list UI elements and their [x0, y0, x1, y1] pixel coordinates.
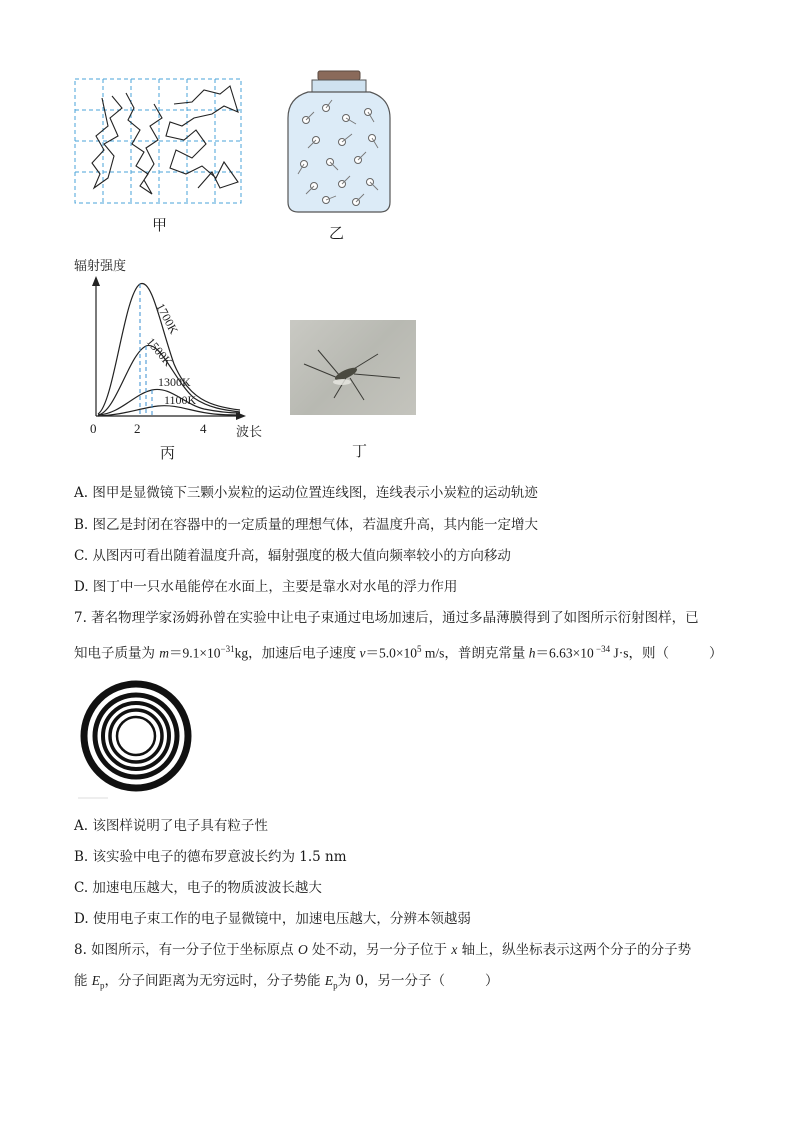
label-1100K: 1100K	[164, 393, 197, 407]
q7-option-d: D. 使用电子束工作的电子显微镜中，加速电压越大，分辨本领越弱	[74, 911, 471, 927]
q8-stem-line1: 8. 如图所示，有一分子位于坐标原点 O 处不动，另一分子位于 x 轴上，纵坐标表示这两个分子的分子势	[74, 942, 692, 958]
figure-ding-caption: 丁	[352, 442, 368, 460]
bing-xlabel: 波长	[236, 425, 263, 440]
bing-ylabel: 辐射强度	[74, 259, 127, 274]
tick-4: 4	[200, 421, 207, 436]
q8-stem-line2: 能 $E_p$，分子间距离为无穷远时，分子势能 $E_p$为 0，另一分子（ ）	[74, 973, 499, 991]
q7-option-a: A. 该图样说明了电子具有粒子性	[74, 818, 268, 834]
tick-2: 2	[134, 421, 141, 436]
q7-stem-line1: 7. 著名物理学家汤姆孙曾在实验中让电子束通过电场加速后，通过多晶薄膜得到了如图所示衍射图样，已	[74, 610, 699, 626]
figure-bing-caption: 丙	[160, 444, 176, 462]
q6-option-a: A. 图甲是显微镜下三颗小炭粒的运动位置连线图，连线表示小炭粒的运动轨迹	[74, 485, 538, 501]
curve-1100K	[98, 406, 240, 416]
figure-ding-photo	[290, 320, 416, 415]
figure-diffraction-rings	[78, 676, 200, 800]
figure-jia-brownian	[74, 78, 244, 206]
q7-option-b: B. 该实验中电子的德布罗意波长约为 1.5 nm	[74, 849, 347, 865]
label-1300K: 1300K	[158, 375, 191, 389]
figure-jia-caption: 甲	[152, 216, 168, 234]
label-1500K: 1500K	[143, 334, 176, 369]
q7-option-c: C. 加速电压越大，电子的物质波波长越大	[74, 880, 322, 896]
figure-yi-caption: 乙	[329, 224, 345, 242]
q7-stem-line2: 知电子质量为 $m=9.1\times 10^{-31}kg$，加速后电子速度 $v=5.0\times 10^5$ m/s，普朗克常量 h＝6.63×10 $^{-34}$ J·s，则（ ）	[74, 644, 723, 662]
figure-yi-gas-jar	[286, 68, 392, 216]
q6-option-d: D. 图丁中一只水黾能停在水面上，主要是靠水对水黾的浮力作用	[74, 579, 458, 595]
label-1700K: 1700K	[153, 300, 182, 337]
q6-option-c: C. 从图丙可看出随着温度升高，辐射强度的极大值向频率较小的方向移动	[74, 548, 511, 564]
q6-option-b: B. 图乙是封闭在容器中的一定质量的理想气体，若温度升高，其内能一定增大	[74, 517, 539, 533]
figure-bing-chart	[74, 254, 274, 440]
tick-0: 0	[90, 421, 97, 436]
